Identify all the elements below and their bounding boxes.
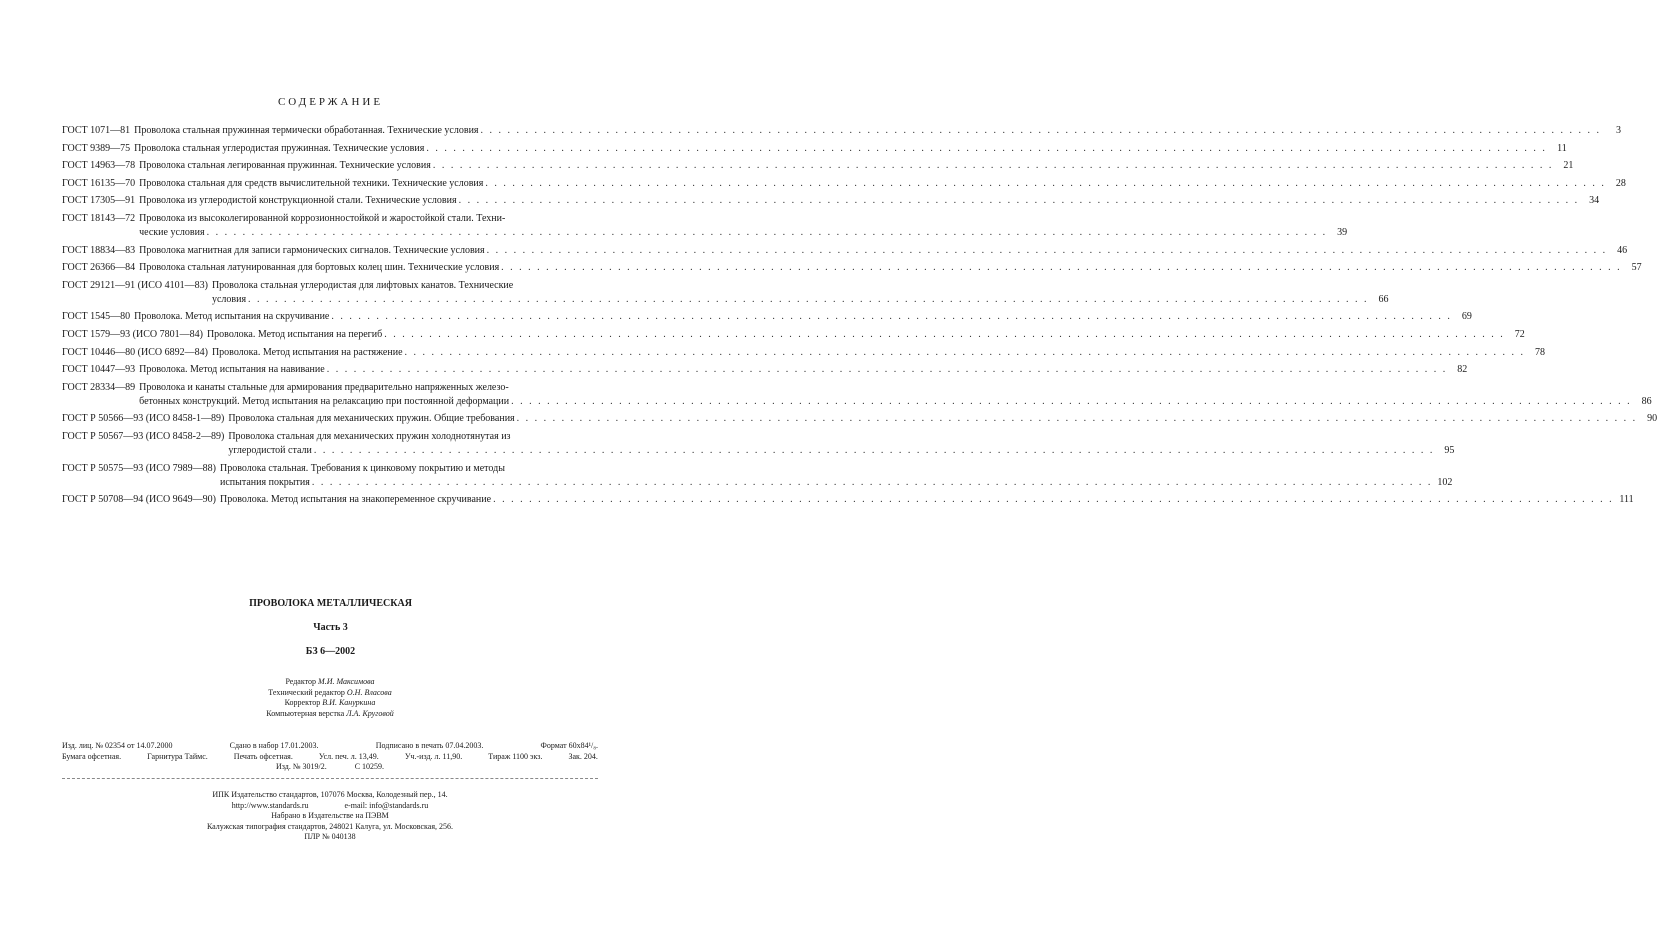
toc-title-text: Проволока. Метод испытания на знакопеременное скручивание: [220, 494, 492, 506]
toc-title-text: Проволока. Метод испытания на перегиб: [206, 328, 383, 340]
toc-leader-dots: [384, 328, 1505, 342]
toc-page-number: 111: [1619, 494, 1634, 506]
toc-standard-code: ГОСТ 18143—72: [62, 212, 136, 224]
toc-title-text: Проволока стальная легированная пружинная. Технические условия: [139, 160, 431, 172]
toc-title-text: Проволока из высоколегированной коррозионностойкой и жаростойкой стали. Техни-: [139, 212, 506, 224]
publisher-email-link[interactable]: e-mail: info@standards.ru: [344, 800, 429, 810]
toc-entry-body: [139, 177, 1626, 191]
toc-leader-dots: [493, 493, 1614, 507]
credit-line: [200, 677, 460, 688]
toc-page-number: 86: [1641, 395, 1652, 407]
contents-title: СОДЕРЖАНИЕ: [277, 96, 384, 108]
toc-title-text: углеродистой стали: [228, 444, 312, 456]
toc-title-text: Проволока. Метод испытания на растяжение: [211, 346, 403, 358]
toc-leader-dots: [459, 194, 1580, 208]
toc-title-text: Проволока стальная углеродистая для лифтовых канатов. Технические: [211, 279, 514, 291]
toc-leader-dots: [426, 142, 1547, 156]
toc-standard-code: ГОСТ Р 50575—93 (ИСО 7989—88): [62, 462, 216, 474]
toc-title-text: условия: [211, 293, 247, 305]
toc-standard-code: ГОСТ 28334—89: [62, 381, 136, 393]
toc-page-number: 69: [1461, 311, 1472, 323]
toc-line: [228, 412, 1657, 426]
credit-name: В.И. Кануркина: [322, 698, 376, 707]
toc-standard-code: ГОСТ 17305—91: [62, 195, 136, 207]
toc-leader-dots: [485, 177, 1606, 191]
toc-entry[interactable]: [62, 124, 1622, 138]
toc-line: [228, 430, 1454, 444]
toc-page-number: 39: [1337, 226, 1348, 238]
printing-license: ПЛР № 040138: [304, 832, 356, 841]
toc-entry[interactable]: [62, 493, 1634, 507]
imprint-printing: Печать офсетная.: [233, 751, 293, 761]
toc-leader-dots: [511, 395, 1632, 409]
toc-standard-code: ГОСТ 1579—93 (ИСО 7801—84): [62, 328, 203, 340]
publisher-website-link[interactable]: http://www.standards.ru: [231, 800, 309, 810]
toc-leader-dots: [248, 293, 1369, 307]
toc-line: [212, 346, 1545, 360]
toc-leader-dots: [481, 124, 1602, 138]
toc-title-text: ческие условия: [139, 226, 205, 238]
imprint-row-2: [62, 752, 598, 763]
toc-entry[interactable]: [62, 142, 1567, 156]
imprint-print-run: Тираж 1100 экз.: [488, 751, 543, 761]
imprint-row-1: [62, 741, 598, 752]
toc-standard-code: ГОСТ Р 50566—93 (ИСО 8458-1—89): [62, 413, 225, 425]
imprint-block: [62, 741, 598, 773]
toc-standard-code: ГОСТ 9389—75: [62, 142, 131, 154]
toc-line: [139, 244, 1627, 258]
toc-line: [228, 444, 1454, 458]
credit-line: [200, 709, 460, 720]
toc-entry-body: [139, 194, 1599, 208]
toc-title-text: Проволока стальная. Требования к цинковому покрытию и методы: [220, 462, 505, 474]
toc-title-text: Проволока стальная для механических пружин холоднотянутая из: [228, 430, 511, 442]
toc-entry-body: [139, 261, 1642, 275]
toc-page-number: 3: [1616, 125, 1622, 136]
toc-standard-code: ГОСТ 26366—84: [62, 262, 136, 274]
toc-title-text: Проволока из углеродистой конструкционной стали. Технические условия: [139, 195, 457, 207]
toc-line: [207, 328, 1525, 342]
toc-leader-dots: [327, 363, 1448, 377]
toc-title-text: Проволока магнитная для записи гармонических сигналов. Технические условия: [139, 244, 485, 256]
credit-role: Редактор: [285, 677, 317, 686]
toc-page-number: 78: [1535, 346, 1546, 358]
toc-page-number: 57: [1631, 262, 1642, 274]
toc-standard-code: ГОСТ 18834—83: [62, 244, 136, 256]
book-bz-code: БЗ 6—2002: [305, 646, 356, 657]
toc-entry[interactable]: [62, 244, 1628, 258]
toc-line: [134, 124, 1621, 138]
toc-entry-body: [139, 159, 1573, 173]
toc-line: [139, 226, 1347, 240]
printing-house-address: Калужская типография стандартов, 248021 Калуга, ул. Московская, 256.: [206, 821, 454, 831]
toc-standard-code: ГОСТ 29121—91 (ИСО 4101—83): [62, 279, 208, 291]
toc-title-text: Проволока стальная для механических пружин. Общие требования: [228, 413, 515, 425]
publisher-address: ИПК Издательство стандартов, 107076 Москва, Колодезный пер., 14.: [212, 790, 448, 799]
toc-leader-dots: [207, 226, 1328, 240]
toc-page-number: 102: [1437, 476, 1453, 488]
toc-line: [139, 212, 1347, 226]
toc-page-number: 28: [1615, 177, 1626, 189]
toc-title-text: Проволока. Метод испытания на скручивание: [134, 311, 330, 323]
toc-leader-dots: [487, 244, 1608, 258]
credit-line: [200, 698, 460, 709]
credit-line: [200, 688, 460, 699]
credit-role: Технический редактор: [268, 687, 345, 697]
toc-entry[interactable]: [62, 462, 1453, 490]
toc-entry-body: [134, 310, 1472, 324]
toc-entry[interactable]: [62, 194, 1600, 208]
imprint-print-sheets: Усл. печ. л. 13,49.: [318, 751, 379, 761]
toc-page-number: 66: [1378, 293, 1389, 305]
toc-leader-dots: [331, 310, 1452, 324]
toc-page-number: 72: [1514, 328, 1525, 340]
toc-standard-code: ГОСТ 16135—70: [62, 177, 136, 189]
imprint-paper: Бумага офсетная.: [62, 751, 122, 761]
book-part: Часть 3: [313, 622, 348, 633]
toc-entry[interactable]: [62, 381, 1652, 409]
toc-entry-body: [212, 346, 1545, 360]
toc-line: [212, 279, 1389, 293]
credits-block: [200, 677, 460, 719]
imprint-publisher-sheets: Уч.-изд. л. 11,90.: [404, 751, 463, 761]
publisher-typeset-note: Набрано в Издательстве на ПЭВМ: [271, 811, 389, 820]
toc-leader-dots: [517, 412, 1638, 426]
toc-entry[interactable]: [62, 310, 1472, 324]
book-title: ПРОВОЛОКА МЕТАЛЛИЧЕСКАЯ: [249, 598, 412, 609]
toc-entry-body: [207, 328, 1525, 342]
toc-title-text: испытания покрытия: [220, 476, 310, 488]
toc-entry[interactable]: [62, 159, 1574, 173]
toc-entry[interactable]: [62, 212, 1348, 240]
toc-leader-dots: [405, 346, 1526, 360]
toc-entry-body: [134, 124, 1621, 138]
toc-leader-dots: [312, 476, 1433, 490]
toc-page-number: 46: [1617, 244, 1628, 256]
toc-entry-body: [139, 381, 1651, 409]
toc-standard-code: ГОСТ Р 50708—94 (ИСО 9649—90): [62, 494, 216, 506]
imprint-format: Формат 60x84¹/₈.: [540, 741, 598, 750]
toc-page-number: 95: [1444, 444, 1455, 456]
toc-standard-code: ГОСТ 1071—81: [62, 125, 131, 136]
publisher-contacts: [120, 801, 540, 812]
toc-entry-body: [134, 142, 1567, 156]
toc-entry-body: [220, 493, 1634, 507]
credit-role: Корректор: [284, 698, 321, 707]
toc-line: [139, 395, 1651, 409]
toc-title-text: Проволока стальная углеродистая пружинная. Технические условия: [134, 142, 425, 154]
toc-line: [139, 194, 1599, 208]
imprint-row-3: [62, 762, 598, 773]
toc-line: [134, 310, 1472, 324]
toc-standard-code: ГОСТ 10446—80 (ИСО 6892—84): [62, 346, 208, 358]
toc-page-number: 34: [1589, 195, 1600, 207]
toc-entry-body: [139, 244, 1627, 258]
toc-standard-code: ГОСТ 14963—78: [62, 160, 136, 172]
credit-role: Компьютерная верстка: [266, 708, 345, 718]
toc-leader-dots: [433, 159, 1554, 173]
toc-page-number: 82: [1457, 364, 1468, 376]
toc-line: [139, 159, 1573, 173]
toc-entry[interactable]: [62, 279, 1389, 307]
toc-line: [139, 261, 1642, 275]
imprint-print-date: Подписано в печать 07.04.2003.: [375, 741, 484, 750]
toc-line: [139, 381, 1651, 395]
credit-name: О.Н. Власова: [346, 687, 392, 697]
toc-standard-code: ГОСТ 10447—93: [62, 364, 136, 376]
divider: [62, 778, 598, 779]
toc-entry[interactable]: [62, 363, 1468, 377]
publisher-block: [120, 790, 540, 843]
toc-entry-body: [220, 462, 1452, 490]
toc-leader-dots: [501, 261, 1622, 275]
toc-page-number: 90: [1647, 413, 1657, 425]
toc-title-text: Проволока. Метод испытания на навивание: [139, 364, 325, 376]
toc-entry[interactable]: [62, 412, 1657, 426]
credit-name: Л.А. Круговой: [346, 708, 394, 718]
imprint-order: Зак. 204.: [568, 751, 598, 761]
toc-line: [220, 462, 1452, 476]
imprint-typeface: Гарнитура Таймс.: [147, 751, 208, 761]
toc-entry-body: [228, 430, 1454, 458]
imprint-edition-number: Изд. № 3019/2.: [275, 762, 327, 771]
toc-entry[interactable]: [62, 430, 1455, 458]
toc-standard-code: ГОСТ Р 50567—93 (ИСО 8458-2—89): [62, 430, 225, 442]
imprint-typeset-date: Сдано в набор 17.01.2003.: [229, 741, 319, 750]
imprint-code: С 10259.: [354, 762, 385, 771]
toc-line: [139, 363, 1467, 377]
toc-title-text: Проволока стальная латунированная для бортовых колец шин. Технические условия: [139, 262, 500, 274]
toc-line: [220, 493, 1634, 507]
table-of-contents: [62, 124, 1657, 511]
toc-entry[interactable]: [62, 346, 1546, 360]
toc-entry-body: [228, 412, 1657, 426]
toc-line: [134, 142, 1567, 156]
toc-title-text: Проволока стальная пружинная термически обработанная. Технические условия: [134, 125, 479, 136]
toc-entry-body: [139, 212, 1347, 240]
toc-entry[interactable]: [62, 177, 1626, 191]
toc-title-text: бетонных конструкций. Метод испытания на релаксацию при постоянной деформации: [139, 395, 510, 407]
toc-leader-dots: [314, 444, 1435, 458]
toc-page-number: 11: [1557, 142, 1567, 154]
toc-entry-body: [212, 279, 1389, 307]
toc-entry-body: [139, 363, 1467, 377]
toc-line: [212, 293, 1389, 307]
toc-title-text: Проволока стальная для средств вычислительной техники. Технические условия: [139, 177, 484, 189]
toc-line: [139, 177, 1626, 191]
toc-title-text: Проволока и канаты стальные для армирования предварительно напряженных железо-: [139, 381, 509, 393]
toc-page-number: 21: [1563, 160, 1574, 172]
toc-entry[interactable]: [62, 328, 1525, 342]
toc-line: [220, 476, 1452, 490]
imprint-license: Изд. лиц. № 02354 от 14.07.2000: [62, 741, 173, 750]
toc-standard-code: ГОСТ 1545—80: [62, 311, 131, 323]
credit-name: М.И. Максимова: [318, 677, 375, 686]
toc-entry[interactable]: [62, 261, 1642, 275]
